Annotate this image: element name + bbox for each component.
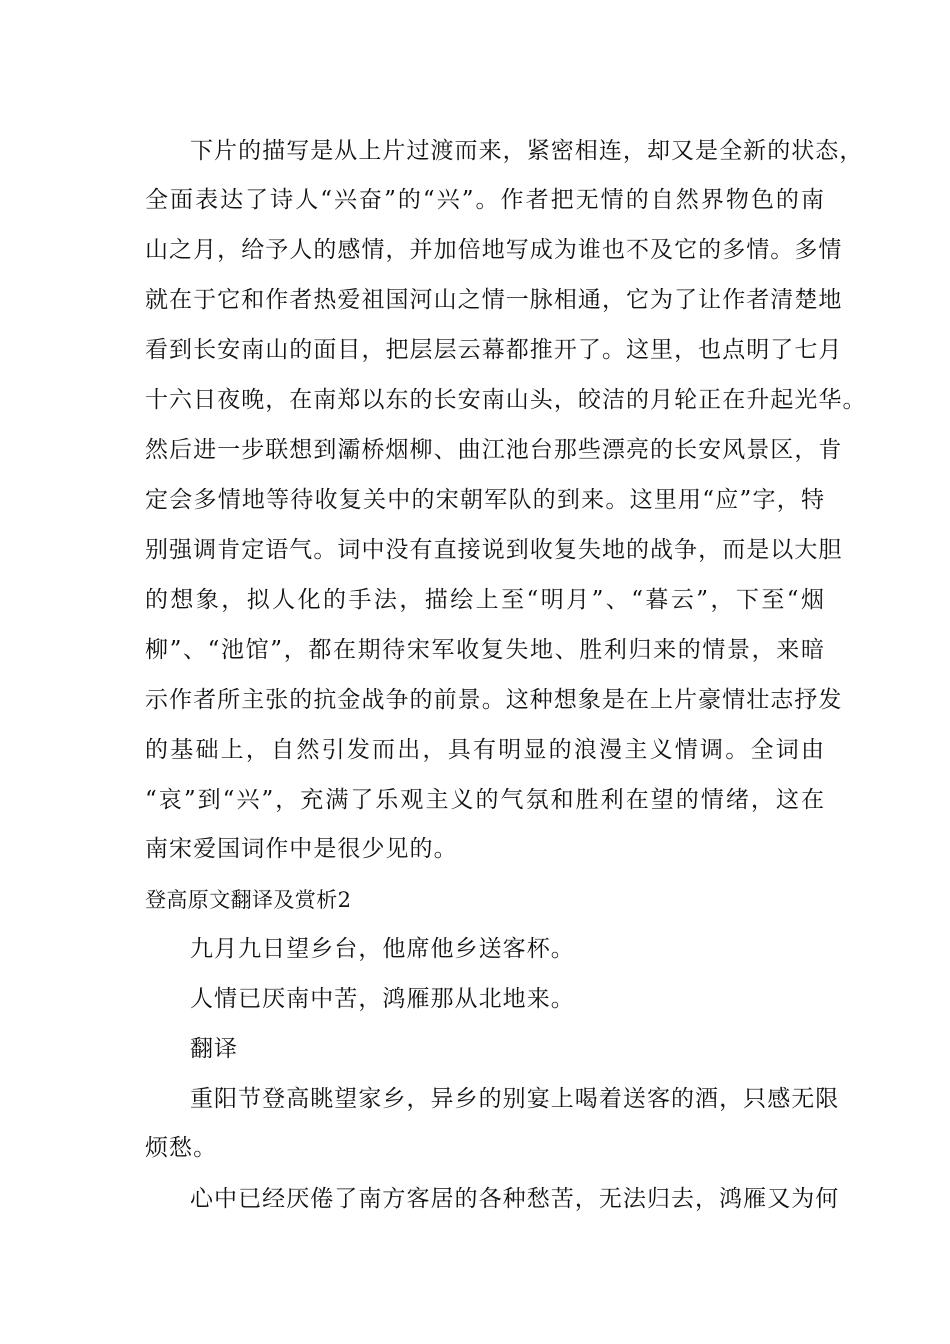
- paragraph-line: 示作者所主张的抗金战争的前景。这种想象是在上片豪情壮志抒发: [145, 687, 843, 713]
- paragraph-line: 烦愁。: [145, 1135, 218, 1161]
- paragraph-line: 全面表达了诗人“兴奋”的“兴”。作者把无情的自然界物色的南: [145, 187, 825, 213]
- poem-line: 人情已厌南中苦，鸿雁那从北地来。: [190, 986, 575, 1012]
- paragraph-line: 南宋爱国词作中是很少见的。: [145, 836, 458, 862]
- paragraph-line: 十六日夜晚，在南郑以东的长安南山头，皎洁的月轮正在升起光华。: [145, 387, 867, 413]
- paragraph-line: 山之月，给予人的感情，并加倍地写成为谁也不及它的多情。多情: [145, 237, 843, 263]
- paragraph-line: 下片的描写是从上片过渡而来，紧密相连，却又是全新的状态，: [190, 138, 864, 164]
- poem-line: 九月九日望乡台，他席他乡送客杯。: [190, 936, 575, 962]
- paragraph-line: “哀”到“兴”，充满了乐观主义的气氛和胜利在望的情绪，这在: [145, 787, 825, 813]
- translation-label: 翻译: [190, 1036, 239, 1062]
- paragraph-line: 的基础上，自然引发而出，具有明显的浪漫主义情调。全词由: [145, 737, 825, 763]
- paragraph-line: 看到长安南山的面目，把层层云幕都推开了。这里，也点明了七月: [145, 337, 843, 363]
- paragraph-line: 然后进一步联想到灞桥烟柳、曲江池台那些漂亮的长安风景区，肯: [145, 437, 843, 463]
- paragraph-line: 定会多情地等待收复关中的宋朝军队的到来。这里用“应”字，特: [145, 487, 825, 513]
- paragraph-line: 心中已经厌倦了南方客居的各种愁苦，无法归去，鸿雁又为何: [190, 1186, 840, 1212]
- paragraph-line: 重阳节登高眺望家乡，异乡的别宴上喝着送客的酒，只感无限: [190, 1086, 840, 1112]
- paragraph-line: 就在于它和作者热爱祖国河山之情一脉相通，它为了让作者清楚地: [145, 287, 843, 313]
- paragraph-line: 的想象，拟人化的手法，描绘上至“明月”、“暮云”，下至“烟: [145, 587, 825, 613]
- paragraph-line: 别强调肯定语气。词中没有直接说到收复失地的战争，而是以大胆: [145, 537, 843, 563]
- paragraph-line: 柳”、“池馆”，都在期待宋军收复失地、胜利归来的情景，来暗: [145, 637, 825, 663]
- section-heading: 登高原文翻译及赏析2: [145, 888, 352, 912]
